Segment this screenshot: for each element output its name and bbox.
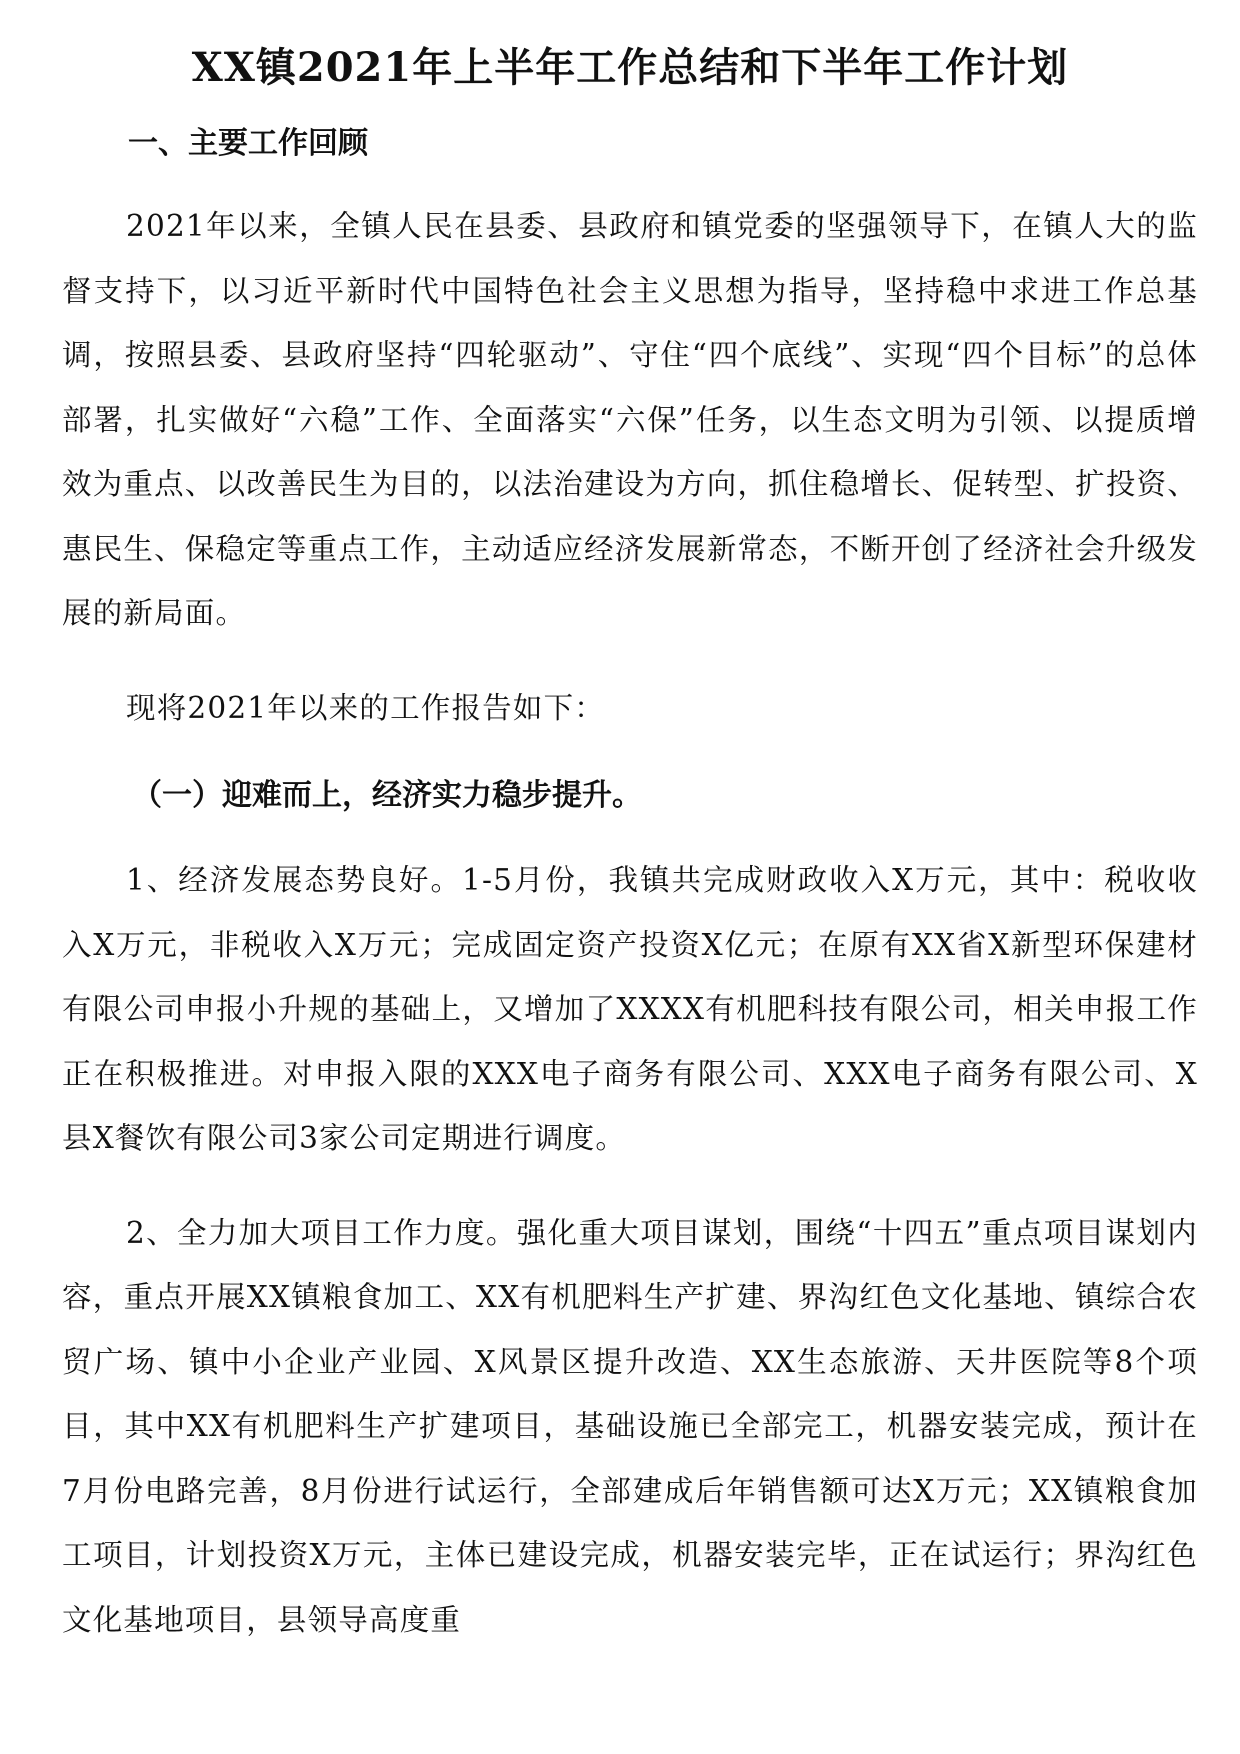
subsection-heading-economy: （一）迎难而上，经济实力稳步提升。 [132,778,642,813]
section-heading-main-work-review: 一、主要工作回顾 [128,126,368,161]
document-title: XX镇2021年上半年工作总结和下半年工作计划 [191,44,1069,91]
intro-paragraph: 2021年以来，全镇人民在县委、县政府和镇党委的坚强领导下，在镇人大的监督支持下，以习近平新时代中国特色社会主义思想为指导，坚持稳中求进工作总基调，按照县委、县政府坚持“四轮驱动”、守住“四个底线”、实现“四个目标”的总体部署，扎实做好“六稳”工作、全面落实“六保”任务，以生态文明为引领、以提质增效为重点、以改善民生为目的，以法治建设为方向，抓住稳增长、促转型、扩投资、惠民生、保稳定等重点工作，主动适应经济发展新常态，不断开创了经济社会升级发展的新局面。 [62,209,1198,630]
document-page [62,36,1198,1726]
item-1-paragraph: 1、经济发展态势良好。1-5月份，我镇共完成财政收入X万元，其中：税收收入X万元，非税收入X万元；完成固定资产投资X亿元；在原有XX省X新型环保建材有限公司申报小升规的基础上，又增加了XXXX有机肥科技有限公司，相关申报工作正在积极推进。对申报入限的XXX电子商务有限公司、XXX电子商务有限公司、X县X餐饮有限公司3家公司定期进行调度。 [62,863,1198,1155]
report-lead-paragraph: 现将2021年以来的工作报告如下： [126,690,605,725]
item-2-paragraph: 2、全力加大项目工作力度。强化重大项目谋划，围绕“十四五”重点项目谋划内容，重点开展XX镇粮食加工、XX有机肥料生产扩建、界沟红色文化基地、镇综合农贸广场、镇中小企业产业园、X风景区提升改造、XX生态旅游、天井医院等8个项目，其中XX有机肥料生产扩建项目，基础设施已全部完工，机器安装完成，预计在7月份电路完善，8月份进行试运行，全部建成后年销售额可达X万元；XX镇粮食加工项目，计划投资X万元，主体已建设完成，机器安装完毕，正在试运行；界沟红色文化基地项目，县领导高度重 [62,1215,1198,1637]
